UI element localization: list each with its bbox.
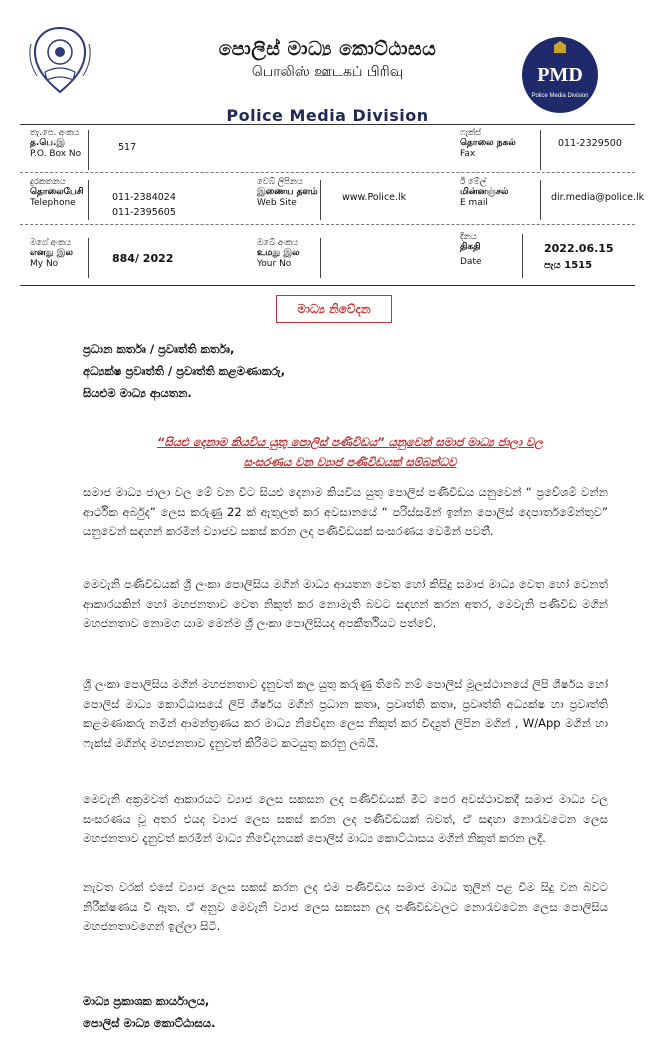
email-label: ඊ මේල් மின்னஞ்சல் E mail: [460, 177, 509, 208]
po-box-value: 517: [118, 142, 137, 153]
divider-line: [540, 180, 541, 220]
row-divider: [20, 172, 635, 173]
paragraph-2: මෙවැනි පණිවිඩයක් ශ්‍රී ලංකා පොලිසිය මගින් මාධ්‍ය ආයතන වෙත හෝ කිසිදු සමාජ මාධ්‍ය වෙත හෝ වෙනත් ආකාරයකින් හෝ මහජනතාව වෙත නිකුත් කර නොමැති බවට සඳහන් කරන අතර, මෙවැනි පණිවිඩ මගින් මහජනතාව නොමග යාම මෙන්ම ශ්‍රී ලංකා පොලිසියද අපකීර්තියට පත්වේ.: [83, 577, 608, 630]
media-release-label: මාධ්‍ය නිවේදන: [276, 295, 392, 323]
header-title-english: Police Media Division: [226, 106, 429, 125]
signature-line: පොලිස් මාධ්‍ය කොට්ඨාසය.: [83, 1016, 216, 1030]
info-bottom-divider: [20, 285, 635, 286]
signature-line: මාධ්‍ය ප්‍රකාශක කාර්යාලය,: [83, 994, 210, 1008]
addressee-line: ප්‍රධාන කර්තෘ / ප්‍රවෘත්ති කර්තෘ,: [83, 342, 235, 356]
row-divider: [20, 224, 635, 225]
website-value[interactable]: www.Police.lk: [342, 192, 407, 203]
paragraph-5: නැවත වරක් එසේ ව්‍යාජ ලෙස සකස් කරන ලද එම පණිවිඩය සමාජ මාධ්‍ය තුලින් පළ වීම සිදු වන බවට නිරීක්ෂණය වී ඇත. ඒ අනුව මෙවැනි ව්‍යාජ ලෙස සකසන ලද පණිවිඩවලට නොරැවටෙන ලෙස පොලිසිය මහජනතාවගෙන් ඉල්ලා සිටී.: [83, 880, 608, 933]
your-no-label: ඔබේ අංකය உமது இல Your No: [257, 238, 300, 269]
po-box-label: තැ.පෙ. අංකය த.பெ.இ P.O. Box No: [30, 128, 82, 159]
paragraph-4: මෙවැනි අක්‍රමවත් ආකාරයට ව්‍යාජ ලෙස සකසන ලද පණිවිඩයක් මීට පෙර අවස්ථාවකදී සමාජ මාධ්‍ය වල සංසරණය වූ අතර එයද ව්‍යාජ ලෙස සකස් කරන ලද පණිවිඩයක් බවත්, ඒ සඳහා නොරැවටෙන ලෙස මහජනතාව දැනුවත් කරමින් මාධ්‍ය නිවේදනයක් පොලිස් මාධ්‍ය කොට්ඨාසය මගින් නිකුත් කරන ලදී.: [83, 792, 608, 845]
police-emblem-logo: [25, 24, 95, 96]
paragraph-3: ශ්‍රී ලංකා පොලිසිය මගින් මහජනතාව දැනුවත් කල යුතු කරුණු තිබේ නම් පොලිස් මූලස්ථානයේ ලිපි ශීර්ෂය හෝ පොලිස් මාධ්‍ය කොට්ඨාසයේ ලිපි ශීර්ෂය මගින් ප්‍රධාන කතෘ, ප්‍රවෘත්ති කතෘ, ප්‍රවෘත්ති අධ්‍යක්ෂ හා ප්‍රවෘත්ති කළමණාකරු නමින් ආමන්ත්‍රණය කර මාධ්‍ය නිවේදන ලෙස නිකුත් කර විද්‍යුත් ලිපින මගින් , W/App මගින් හා ෆැක්ස් මගින්ද මහජනතාව දැනුවත් කිරීමට කටයුතු කරනු ලබයි.: [83, 677, 608, 750]
time-value: පැය 1515: [544, 260, 593, 271]
website-label: වෙබ් ලිපිනය இணைய தளம் Web Site: [257, 177, 318, 208]
date-value: 2022.06.15: [544, 242, 614, 255]
telephone-label: දුරකතනය தொலைபேசி Telephone: [30, 177, 84, 208]
date-label: දිනය திகதி Date: [460, 232, 482, 267]
signature-block: [83, 990, 215, 1034]
telephone-values: 011-2384024 011-2395605: [112, 192, 176, 218]
divider-line: [522, 234, 523, 278]
addressee-block: [83, 338, 285, 404]
divider-line: [320, 180, 321, 220]
my-no-value: 884/ 2022: [112, 252, 174, 265]
divider-line: [88, 130, 89, 170]
header-title-tamil: பொலிஸ் ஊடகப் பிரிவு: [251, 64, 404, 80]
fax-label: ෆැක්ස් தொலை நகல் Fax: [460, 128, 516, 159]
addressee-line: සියළුම මාධ්‍ය ආයතන.: [83, 386, 192, 400]
divider-line: [88, 238, 89, 278]
divider-line: [540, 130, 541, 170]
pmd-logo-text: PMD: [537, 64, 583, 86]
divider-line: [88, 180, 89, 220]
divider-line: [320, 238, 321, 278]
addressee-line: අධ්‍යක්ෂ ප්‍රවෘත්ති / ප්‍රවෘත්ති කළමණාකරු,: [83, 364, 286, 378]
pmd-logo-caption: Police Media Division: [531, 93, 589, 99]
pmd-logo: [520, 35, 600, 115]
my-no-label: මගේ අංකය எனது இல My No: [30, 238, 73, 269]
header-divider: [20, 124, 635, 125]
email-value[interactable]: dir.media@police.lk: [551, 192, 645, 203]
header-title-sinhala: පොලිස් මාධ්‍ය කොට්ඨාසය: [218, 38, 437, 60]
headline: “සියළු දෙනාම කියවිය යුතු පොලිස් පණිවිඩය” යනුවෙන් සමාජ මාධ්‍ය ජාලා වල සංසරණය වන ව්‍යාජ පණිවිඩයක් සම්බන්ධව: [156, 435, 544, 469]
fax-value: 011-2329500: [558, 138, 622, 149]
paragraph-1: සමාජ මාධ්‍ය ජාලා වල මේ වන විට සියළු දෙනාම කියවිය යුතු පොලිස් පණිවිඩය යනුවෙන් “ ප්‍රවේශම් වන්න ආර්ථික අර්බුද” ලෙස කරුණු 22 ක් ඇතුලත් කර අවසානයේ “ පරිස්සමින් ඉන්න පොලිස් දෙපාර්තමේන්තුව” යනුවෙන් සඳහන් කරමින් ව්‍යාජව සකස් කරන ලද පණිවිඩයක් සංසරණය වෙමින් පවතී.: [83, 485, 608, 538]
